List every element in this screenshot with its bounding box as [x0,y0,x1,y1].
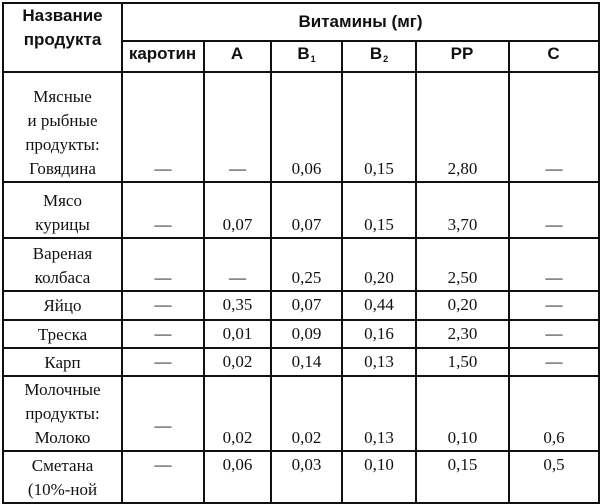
row-name: Яйцо [3,291,122,320]
table-row [3,238,599,291]
cell-b2: 0,20 [342,238,416,291]
cell-a: 0,06 [204,451,271,503]
table-row [3,72,599,182]
cell-b2: 0,13 [342,348,416,376]
cell-a: 0,02 [204,348,271,376]
cell-pp: 0,20 [416,291,509,320]
table-row [3,182,599,238]
cell-b2: 0,10 [342,451,416,503]
header-product-name-text: Название продукта [22,6,103,49]
row-name: Карп [3,348,122,376]
table-row [3,451,599,503]
header-col-carotene: каротин [122,41,204,72]
cell-c: — [509,238,599,291]
cell-carotene: — [122,238,204,291]
cell-pp: 0,15 [416,451,509,503]
cell-carotene: — [122,182,204,238]
header-vitamins-group: Витамины (мг) [122,3,599,41]
cell-a: 0,02 [204,376,271,451]
table-row [3,376,599,451]
cell-carotene: — [122,451,204,503]
cell-carotene: — [122,291,204,320]
cell-b1: 0,09 [271,320,342,348]
row-name: Мясо курицы [3,182,122,238]
row-name: Сметана (10%-ной [3,451,122,503]
cell-c: — [509,348,599,376]
cell-b2: 0,44 [342,291,416,320]
row-name: Вареная колбаса [3,238,122,291]
cell-pp: 2,80 [416,72,509,182]
cell-b1: 0,06 [271,72,342,182]
cell-pp: 1,50 [416,348,509,376]
row-name: Молочные продукты: Молоко [3,376,122,451]
cell-c: — [509,72,599,182]
vitamins-table [2,2,600,504]
cell-pp: 0,10 [416,376,509,451]
row-name: Мясные и рыбные продукты: Говядина [3,72,122,182]
cell-c: 0,6 [509,376,599,451]
cell-b2: 0,13 [342,376,416,451]
table-row [3,291,599,320]
cell-c: 0,5 [509,451,599,503]
cell-a: 0,07 [204,182,271,238]
header-col-pp: РР [416,41,509,72]
cell-b1: 0,14 [271,348,342,376]
cell-a: 0,35 [204,291,271,320]
cell-carotene: — [122,72,204,182]
cell-b2: 0,15 [342,182,416,238]
cell-b1: 0,25 [271,238,342,291]
cell-c: — [509,182,599,238]
table-row [3,348,599,376]
cell-a: 0,01 [204,320,271,348]
header-col-b2: $В_2$ [342,41,416,72]
cell-c: — [509,291,599,320]
cell-carotene: — [122,348,204,376]
cell-b2: 0,15 [342,72,416,182]
header-col-b1: $В_1$ [271,41,342,72]
cell-b1: 0,03 [271,451,342,503]
cell-carotene: — [122,320,204,348]
header-col-a: А [204,41,271,72]
cell-b1: 0,07 [271,291,342,320]
row-name: Треска [3,320,122,348]
header-col-c: С [509,41,599,72]
table-row [3,320,599,348]
cell-c: — [509,320,599,348]
cell-pp: 2,30 [416,320,509,348]
cell-pp: 2,50 [416,238,509,291]
header-product-name [3,3,122,72]
cell-b1: 0,07 [271,182,342,238]
cell-pp: 3,70 [416,182,509,238]
cell-a: — [204,72,271,182]
cell-b1: 0,02 [271,376,342,451]
cell-carotene: — [122,376,204,451]
cell-b2: 0,16 [342,320,416,348]
cell-a: — [204,238,271,291]
